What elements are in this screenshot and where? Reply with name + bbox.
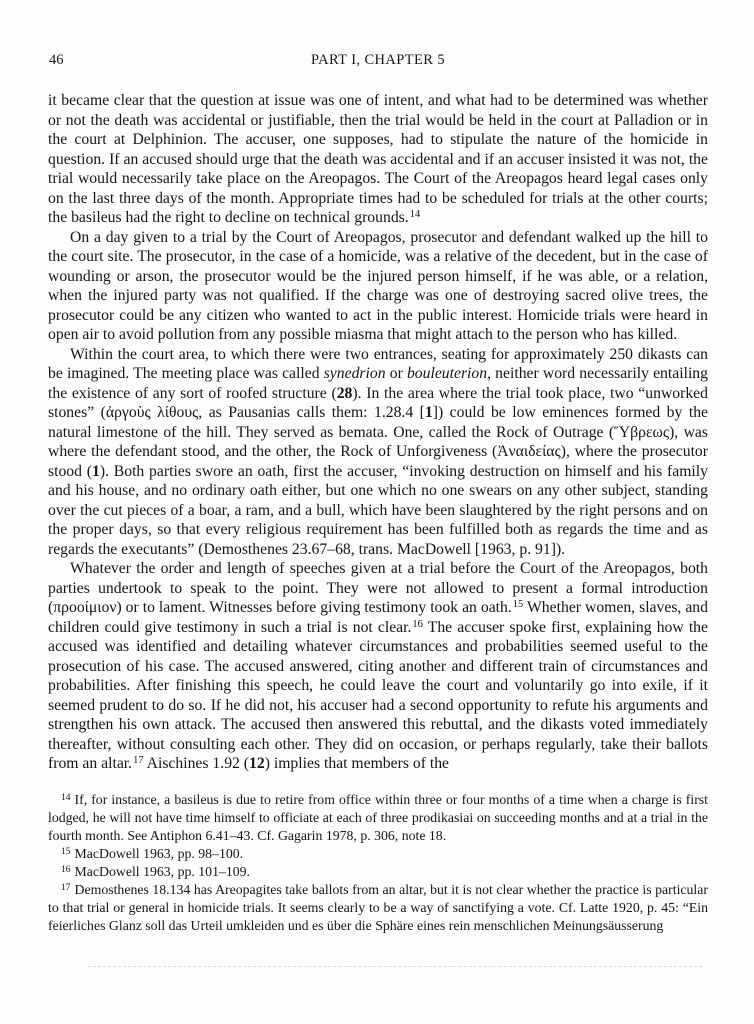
- text-run: or: [385, 365, 407, 382]
- text-run: Within the court area, to which there were two entrances, seating for approximately 250 dikasts can be imagined. The meeting place was called: [48, 345, 708, 382]
- text-run: ). In the area where the trial took place, two “unworked stones” (ἀργοὺς λίθους, as Pausanias calls them: 1.28.4 [: [48, 384, 708, 421]
- paragraph: [48, 228, 708, 345]
- text-run: synedrion: [323, 365, 386, 382]
- text-run: MacDowell 1963, pp. 98–100.: [74, 845, 244, 861]
- text-run: 28: [336, 384, 353, 402]
- footnote: [48, 881, 708, 935]
- text-run: bouleuterion: [406, 365, 488, 382]
- text-run: The accuser spoke first, explaining how the accused was identified and detailing whatever circumstances and probabilities seemed useful to the prosecution of his case. The accused answered, citing another and different train of circumstances and probabilities. After finishing this speech, he could leave the court and voluntarily go into exile, if it seemed prudent to do so. If he did not, his accuser had a second opportunity to refute his arguments and strengthen his own attack. The accused then answered this rebuttal, and the dikasts voted immediately thereafter, without consulting each other. They did on occasion, or perhaps regularly, take their ballots from an altar.: [48, 618, 708, 772]
- text-run: 1: [424, 404, 433, 421]
- text-run: , neither word necessarily entailing the existence of any sort of roofed structure (: [48, 365, 708, 402]
- text-run: it became clear that the question at issue was one of intent, and what had to be determined was whether or not the death was accidental or justifiable, then the trial would be held in the court at Palladion or in the court at Delphinion. The accuser, one supposes, had to stipulate the nature of the homicide in question. If an accused should urge that the death was accidental and if an accuser insisted it was not, the trial would necessarily take place on the Areopagos. The Court of the Areopagos heard legal cases only on the last three days of the month. Appropriate times had to be scheduled for trials at the other courts; the basileus had the right to decline on technical grounds.: [48, 92, 708, 226]
- footnote-section: [48, 791, 708, 935]
- text-run: On a day given to a trial by the Court of Areopagos, prosecutor and defendant walked up the hill to the court site. The prosecutor, in the case of a homicide, was a relative of the decedent, but in the case of wounding or arson, the prosecutor would be the injured person himself, if he was able, or a relation, when the injured party was not qualified. If the charge was one of destroying sacred olive trees, the prosecutor could be any citizen who wanted to act in the public interest. Homicide trials were heard in open air to avoid pollution from any possible miasma that might attach to the person who has killed.: [48, 228, 708, 343]
- text-run: MacDowell 1963, pp. 101–109.: [74, 863, 251, 879]
- footnote-reference: 14: [409, 209, 421, 220]
- text-run: Whatever the order and length of speeches given at a trial before the Court of the Areopagos, both parties undertook to speak to the point. They were not allowed to present a formal introduction (προοίμιον) or to lament. Witnesses before giving testimony took an oath.: [48, 560, 708, 616]
- page-number: 46: [49, 52, 64, 68]
- text-run: Whether women, slaves, and children could give testimony in such a trial is not clear.: [48, 599, 708, 636]
- footnote-number: 15: [61, 846, 71, 857]
- footnote: [48, 791, 708, 845]
- footnote: [48, 845, 708, 863]
- text-run: If, for instance, a basileus is due to retire from office within three or four months of a time when a charge is first lodged, he will not have time himself to officiate at each of three prodikasiai on succeeding months and at a trial in the fourth month. See Antiphon 6.41–43. Cf. Gagarin 1978, p. 306, note 18.: [48, 791, 708, 843]
- footnote-number: 16: [61, 864, 71, 875]
- footnote-reference: 15: [512, 599, 524, 610]
- text-run: Aischines 1.92 (: [143, 755, 250, 772]
- running-title: PART I, CHAPTER 5: [310, 52, 446, 68]
- scan-artifact-line: [88, 966, 702, 967]
- footnote-reference: 17: [133, 755, 144, 766]
- footnote-number: 14: [61, 792, 71, 803]
- text-run: 1: [92, 462, 100, 480]
- text-run: Demosthenes 18.134 has Areopagites take ballots from an altar, but it is not clear whether the practice is particular to that trial or general in homicide trials. It seems clearly to be a way of sanctifying a vote. Cf. Latte 1920, p. 45: “Ein feierliches Glanz soll das Urteil umkleiden und es über die Sphäre eines rein menschlichen Meinungsäusserung: [48, 881, 708, 933]
- paragraph: [48, 345, 708, 560]
- text-run: 12: [249, 755, 265, 772]
- footnote: [48, 863, 708, 881]
- text-run: ]) could be low eminences formed by the natural limestone of the hill. They served as bemata. One, called the Rock of Outrage (Ὕβρεως), was where the defendant stood, and the other, the Rock of Unforgiveness (Ἀναιδείας), where the prosecutor stood (: [48, 404, 708, 480]
- paragraph: [48, 559, 708, 774]
- footnote-reference: 16: [412, 618, 423, 630]
- footnote-number: 17: [61, 882, 71, 893]
- page-header: [48, 52, 708, 70]
- body-paragraphs: [48, 91, 708, 774]
- paragraph: [48, 91, 708, 228]
- text-run: ). Both parties swore an oath, first the accuser, “invoking destruction on himself and his family and his house, and no ordinary oath either, but one which no one swears on any other subject, standing over the cut pieces of a boar, a ram, and a bull, which have been slaughtered by the right persons and on the proper days, so that every religious requirement has been fulfilled both as regards the time and as regards the executants” (Demosthenes 23.67–68, trans. MacDowell [1963, p. 91]).: [48, 462, 708, 558]
- text-run: ) implies that members of the: [264, 755, 450, 772]
